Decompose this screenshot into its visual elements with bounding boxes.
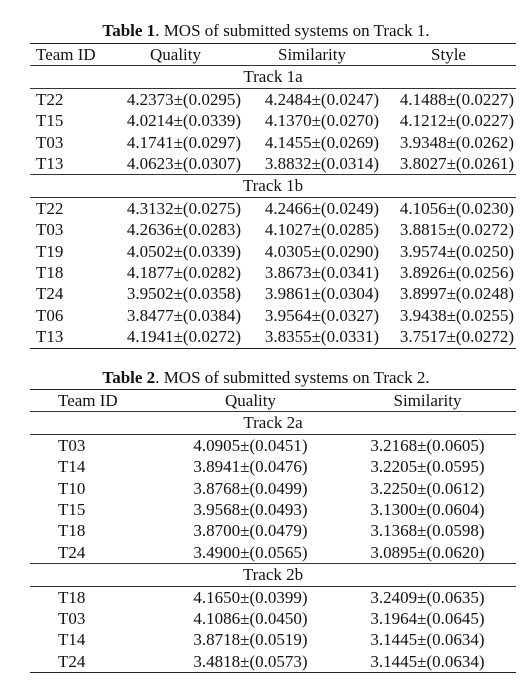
team-id-cell: T18 <box>58 521 86 541</box>
table-row <box>30 132 516 153</box>
table2-caption <box>0 368 532 388</box>
table-row <box>30 241 516 262</box>
table1-header-quality: Quality <box>150 45 201 64</box>
team-id-cell: T14 <box>58 630 86 650</box>
score-cell: 3.9568±(0.0493) <box>193 500 308 520</box>
table1-section-row <box>30 175 516 197</box>
table1-section-title: Track 1a <box>243 67 303 87</box>
team-id-cell: T13 <box>36 327 64 347</box>
table1-header-row <box>30 44 516 66</box>
table1-header-style: Style <box>431 45 466 64</box>
team-id-cell: T18 <box>58 587 86 607</box>
team-id-cell: T18 <box>36 263 64 283</box>
score-cell: 4.2484±(0.0247) <box>264 89 379 109</box>
score-cell: 3.9502±(0.0358) <box>126 284 241 304</box>
team-id-cell: T24 <box>36 284 64 304</box>
team-id-cell: T24 <box>58 651 86 671</box>
team-id-cell: T03 <box>36 132 64 152</box>
score-cell: 3.4818±(0.0573) <box>193 651 308 671</box>
score-cell: 3.0895±(0.0620) <box>370 542 485 562</box>
table-row <box>30 326 516 348</box>
score-cell: 4.1941±(0.0272) <box>126 327 241 347</box>
score-cell: 4.2466±(0.0249) <box>264 198 379 218</box>
team-id-cell: T03 <box>36 220 64 240</box>
table2-header-row <box>30 390 516 412</box>
score-cell: 4.1741±(0.0297) <box>126 132 241 152</box>
score-cell: 3.2250±(0.0612) <box>370 478 485 498</box>
score-cell: 3.9861±(0.0304) <box>264 284 379 304</box>
score-cell: 4.0214±(0.0339) <box>126 111 241 131</box>
score-cell: 3.8815±(0.0272) <box>399 220 514 240</box>
team-id-cell: T03 <box>58 435 86 455</box>
score-cell: 4.1488±(0.0227) <box>399 89 514 109</box>
score-cell: 3.8997±(0.0248) <box>399 284 514 304</box>
score-cell: 4.0502±(0.0339) <box>126 241 241 261</box>
score-cell: 4.0905±(0.0451) <box>193 435 308 455</box>
score-cell: 4.0623±(0.0307) <box>126 154 241 174</box>
team-id-cell: T22 <box>36 198 64 218</box>
table-row <box>30 651 516 673</box>
score-cell: 4.2636±(0.0283) <box>126 220 241 240</box>
score-cell: 4.1027±(0.0285) <box>264 220 379 240</box>
score-cell: 4.1650±(0.0399) <box>193 587 308 607</box>
score-cell: 4.2373±(0.0295) <box>126 89 241 109</box>
table1-header-similarity: Similarity <box>278 45 346 64</box>
score-cell: 3.1445±(0.0634) <box>370 651 485 671</box>
score-cell: 3.8477±(0.0384) <box>126 305 241 325</box>
table-row <box>30 520 516 541</box>
team-id-cell: T03 <box>58 609 86 629</box>
score-cell: 3.2409±(0.0635) <box>370 587 485 607</box>
table-row <box>30 262 516 283</box>
score-cell: 3.8832±(0.0314) <box>264 154 379 174</box>
table-row <box>30 434 516 456</box>
score-cell: 3.7517±(0.0272) <box>399 327 514 347</box>
table2 <box>30 389 516 673</box>
score-cell: 3.9348±(0.0262) <box>399 132 514 152</box>
score-cell: 4.1056±(0.0230) <box>399 198 514 218</box>
table2-caption-text: . MOS of submitted systems on Track 2. <box>155 368 430 387</box>
table-row <box>30 608 516 629</box>
table2-section-row <box>30 412 516 434</box>
team-id-cell: T19 <box>36 241 64 261</box>
score-cell: 4.1370±(0.0270) <box>264 111 379 131</box>
score-cell: 4.3132±(0.0275) <box>126 198 241 218</box>
team-id-cell: T14 <box>58 457 86 477</box>
table2-section-title: Track 2a <box>243 413 303 433</box>
score-cell: 4.1212±(0.0227) <box>399 111 514 131</box>
table1-body <box>30 66 516 348</box>
score-cell: 4.0305±(0.0290) <box>264 241 379 261</box>
table1-caption-text: . MOS of submitted systems on Track 1. <box>155 21 430 40</box>
table-row <box>30 88 516 110</box>
table-row <box>30 478 516 499</box>
team-id-cell: T15 <box>58 500 86 520</box>
table-row <box>30 283 516 304</box>
team-id-cell: T22 <box>36 89 64 109</box>
team-id-cell: T10 <box>58 478 86 498</box>
table1-header-team: Team ID <box>36 45 96 64</box>
score-cell: 3.1368±(0.0598) <box>370 521 485 541</box>
table-row <box>30 586 516 608</box>
score-cell: 4.1455±(0.0269) <box>264 132 379 152</box>
table1-section-row <box>30 66 516 88</box>
score-cell: 4.1877±(0.0282) <box>126 263 241 283</box>
score-cell: 3.4900±(0.0565) <box>193 542 308 562</box>
score-cell: 3.8768±(0.0499) <box>193 478 308 498</box>
score-cell: 3.8027±(0.0261) <box>399 154 514 174</box>
score-cell: 3.9574±(0.0250) <box>399 241 514 261</box>
table-row <box>30 629 516 650</box>
score-cell: 3.2168±(0.0605) <box>370 435 485 455</box>
score-cell: 3.9438±(0.0255) <box>399 305 514 325</box>
team-id-cell: T13 <box>36 154 64 174</box>
table2-caption-label: Table 2 <box>102 368 156 387</box>
score-cell: 3.1300±(0.0604) <box>370 500 485 520</box>
score-cell: 3.9564±(0.0327) <box>264 305 379 325</box>
table2-header-similarity: Similarity <box>393 391 462 410</box>
team-id-cell: T15 <box>36 111 64 131</box>
score-cell: 3.2205±(0.0595) <box>370 457 485 477</box>
team-id-cell: T24 <box>58 542 86 562</box>
table-row <box>30 456 516 477</box>
score-cell: 3.8673±(0.0341) <box>264 263 379 283</box>
table2-body <box>30 412 516 673</box>
table1-caption <box>0 21 532 41</box>
table1-section-title: Track 1b <box>242 176 304 196</box>
table2-section-row <box>30 564 516 586</box>
team-id-cell: T06 <box>36 305 64 325</box>
table-row <box>30 219 516 240</box>
table-row <box>30 542 516 564</box>
score-cell: 3.8718±(0.0519) <box>193 630 308 650</box>
table2-header-team: Team ID <box>58 391 118 410</box>
table-row <box>30 110 516 131</box>
score-cell: 4.1086±(0.0450) <box>193 609 308 629</box>
table2-header-quality: Quality <box>225 391 276 410</box>
table-row <box>30 499 516 520</box>
score-cell: 3.8355±(0.0331) <box>264 327 379 347</box>
table-row <box>30 197 516 219</box>
table1-caption-label: Table 1 <box>102 21 156 40</box>
score-cell: 3.8926±(0.0256) <box>399 263 514 283</box>
table1 <box>30 43 516 349</box>
table2-section-title: Track 2b <box>242 565 304 585</box>
table-row <box>30 305 516 326</box>
score-cell: 3.8941±(0.0476) <box>193 457 308 477</box>
table-row <box>30 153 516 175</box>
score-cell: 3.1445±(0.0634) <box>370 630 485 650</box>
score-cell: 3.1964±(0.0645) <box>370 609 485 629</box>
score-cell: 3.8700±(0.0479) <box>193 521 308 541</box>
